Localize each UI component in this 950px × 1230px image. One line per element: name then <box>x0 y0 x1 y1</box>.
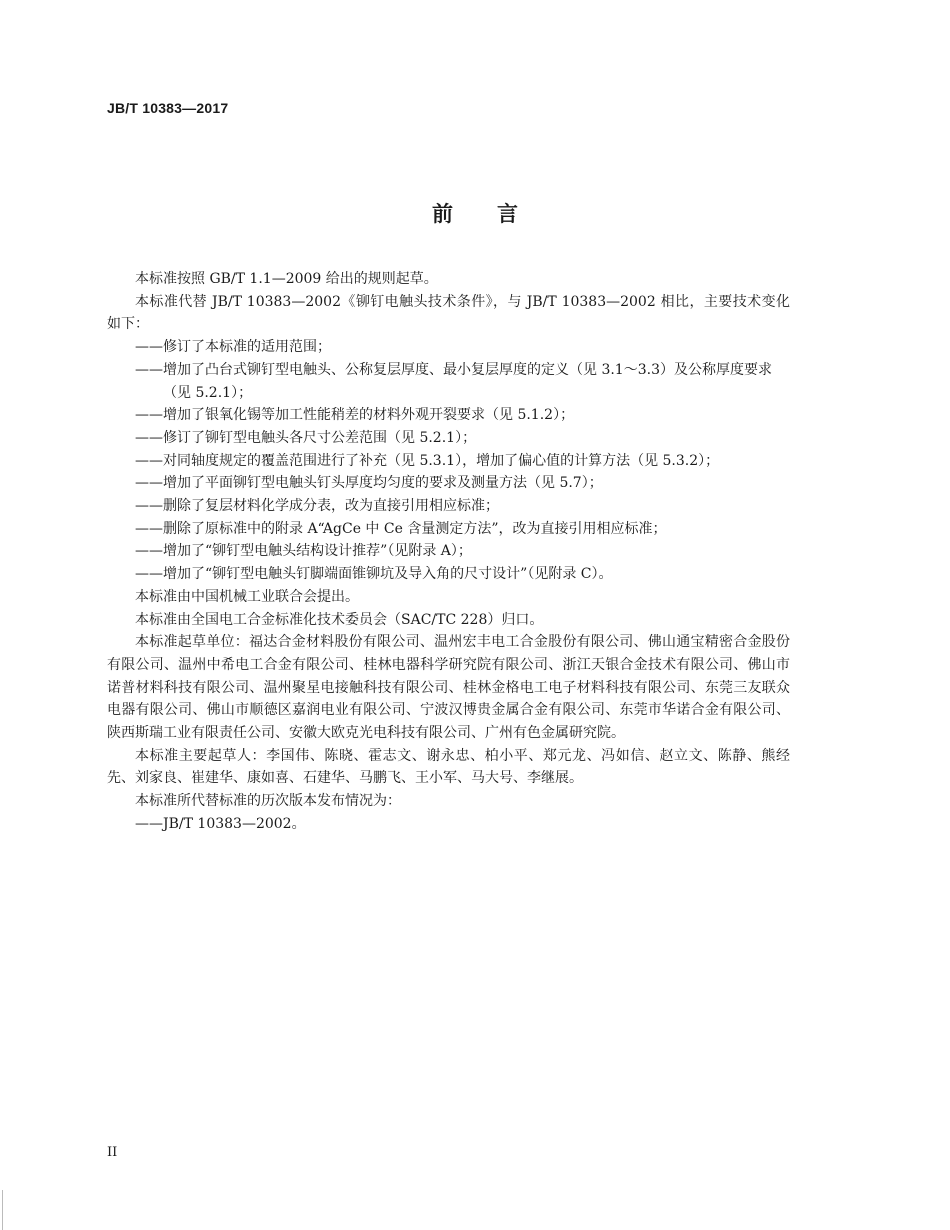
change-item: —— 对同轴度规定的覆盖范围进行了补充（见 5.3.1），增加了偏心值的计算方法（见 5.3.2）； <box>107 450 790 473</box>
paragraph-committee: 本标准由全国电工合金标准化技术委员会（SAC/TC 228）归口。 <box>135 611 544 628</box>
paragraph-drafters: 本标准主要起草人：李国伟、陈晓、霍志文、谢永忠、柏小平、郑元龙、冯如信、赵立文、陈静、熊经先、刘家良、崔建华、康如喜、石建华、马鹏飞、王小军、马大号、李继展。 <box>107 747 790 787</box>
page-title <box>0 198 950 228</box>
paragraph-proposer: 本标准由中国机械工业联合会提出。 <box>135 588 359 605</box>
change-item: —— 删除了复层材料化学成分表，改为直接引用相应标准； <box>107 495 790 518</box>
change-item: —— 增加了“铆钉型电触头钉脚端面锥铆坑及导入角的尺寸设计”（见附录 C）。 <box>107 563 790 586</box>
foreword-body <box>107 268 790 836</box>
page-number: II <box>107 1145 118 1160</box>
edge-line <box>2 1190 3 1230</box>
change-item: —— 增加了银氧化锡等加工性能稍差的材料外观开裂要求（见 5.1.2）； <box>107 404 790 427</box>
history-item: —— JB/T 10383—2002。 <box>107 813 790 836</box>
change-item: —— 修订了铆钉型电触头各尺寸公差范围（见 5.2.1）； <box>107 427 790 450</box>
title-char-left: 前 <box>432 202 453 226</box>
change-item: —— 删除了原标准中的附录 A“AgCe 中 Ce 含量测定方法”，改为直接引用相应标准； <box>107 518 790 541</box>
paragraph-drafting-rules: 本标准按照 GB/T 1.1—2009 给出的规则起草。 <box>135 271 438 287</box>
paragraph-replacement: 本标准代替 JB/T 10383—2002《铆钉电触头技术条件》，与 JB/T 10383—2002 相比，主要技术变化如下： <box>107 293 790 333</box>
change-item: —— 修订了本标准的适用范围； <box>107 336 790 359</box>
change-item: —— 增加了凸台式铆钉型电触头、公称复层厚度、最小复层厚度的定义（见 3.1～3.3）及公称厚度要求（见 5.2.1）； <box>107 359 790 404</box>
standard-code: JB/T 10383—2017 <box>107 100 229 116</box>
title-char-right: 言 <box>497 202 518 226</box>
paragraph-drafting-units: 本标准起草单位：福达合金材料股份有限公司、温州宏丰电工合金股份有限公司、佛山通宝精密合金股份有限公司、温州中希电工合金有限公司、桂林电器科学研究院有限公司、浙江天银合金技术有限公司、佛山市诺普材料科技有限公司、温州聚星电接触科技有限公司、桂林金格电工电子材料科技有限公司、东莞三友联众电器有限公司、佛山市顺德区嘉润电业有限公司、宁波汉博贵金属合金有限公司、东莞市华诺合金有限公司、陕西斯瑞工业有限责任公司、安徽大欧克光电科技有限公司、广州有色金属研究院。 <box>107 634 790 742</box>
paragraph-history-intro: 本标准所代替标准的历次版本发布情况为： <box>135 793 401 810</box>
change-item: —— 增加了平面铆钉型电触头钉头厚度均匀度的要求及测量方法（见 5.7）； <box>107 472 790 495</box>
change-item: —— 增加了“铆钉型电触头结构设计推荐”（见附录 A）； <box>107 540 790 563</box>
